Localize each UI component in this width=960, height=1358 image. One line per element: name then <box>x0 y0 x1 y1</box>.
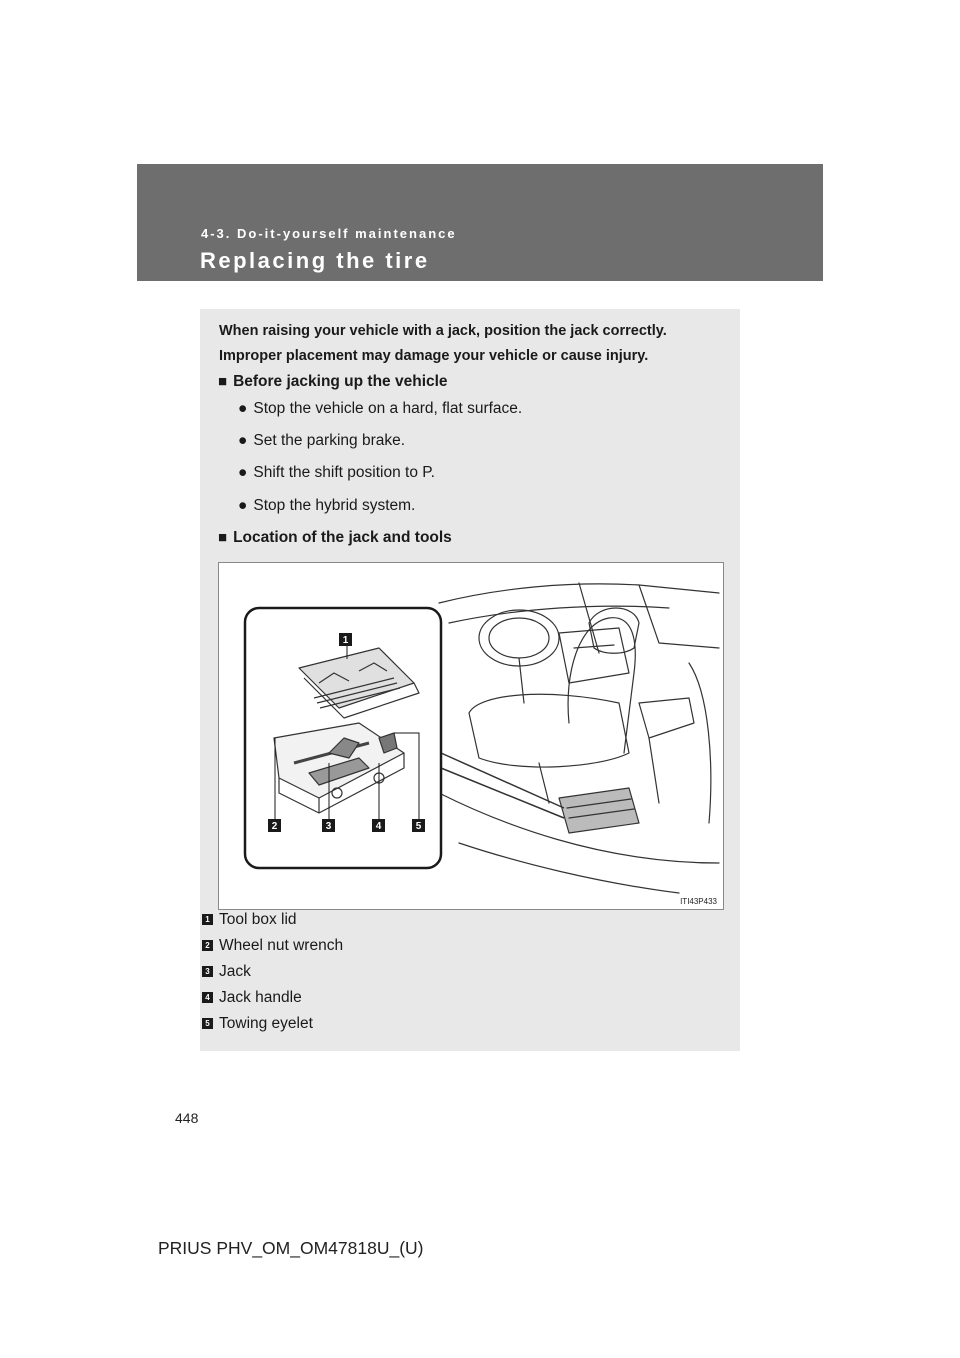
callout-1 <box>339 633 352 646</box>
legend-label: Tool box lid <box>219 911 297 928</box>
square-bullet-icon: ■ <box>218 529 228 546</box>
bullet-text: Set the parking brake. <box>253 432 406 449</box>
legend-item <box>202 962 251 982</box>
heading-text: Location of the jack and tools <box>233 529 452 546</box>
illustration-code: ITI43P433 <box>680 897 717 906</box>
callout-4 <box>372 819 385 832</box>
callout-3 <box>322 819 335 832</box>
legend-label: Wheel nut wrench <box>219 937 344 954</box>
legend-item <box>202 910 297 930</box>
bullet-text: Shift the shift position to P. <box>253 464 435 481</box>
legend-label: Jack <box>219 963 251 980</box>
content-box <box>200 309 740 1051</box>
callout-5 <box>412 819 425 832</box>
legend-number-badge: 3 <box>202 966 213 977</box>
page-title: Replacing the tire <box>200 248 430 273</box>
svg-text:5: 5 <box>415 821 422 832</box>
legend-item <box>202 936 343 956</box>
bullet-text: Stop the hybrid system. <box>253 497 416 514</box>
bullet-dot-icon: ● <box>238 464 248 481</box>
bullet-dot-icon: ● <box>238 400 248 417</box>
heading-location <box>218 529 452 547</box>
document-id: PRIUS PHV_OM_OM47818U_(U) <box>158 1238 424 1258</box>
svg-text:3: 3 <box>325 821 332 832</box>
legend-label: Towing eyelet <box>219 1015 313 1032</box>
legend-item <box>202 1014 313 1034</box>
page-number: 448 <box>175 1110 199 1126</box>
bullet-item <box>238 464 435 482</box>
callout-2 <box>268 819 281 832</box>
section-label: 4-3. Do-it-yourself maintenance <box>201 226 457 241</box>
bullet-text: Stop the vehicle on a hard, flat surface. <box>253 400 523 417</box>
legend-number-badge: 5 <box>202 1018 213 1029</box>
bullet-item <box>238 497 415 515</box>
chapter-header <box>137 164 823 281</box>
svg-text:1: 1 <box>342 635 349 646</box>
intro-text <box>219 319 729 369</box>
legend-item <box>202 988 302 1008</box>
heading-text: Before jacking up the vehicle <box>233 373 448 390</box>
svg-text:4: 4 <box>375 821 382 832</box>
legend-number-badge: 2 <box>202 940 213 951</box>
intro-line-1: When raising your vehicle with a jack, position the jack correctly. <box>219 323 667 339</box>
square-bullet-icon: ■ <box>218 373 228 390</box>
jack-location-illustration <box>218 562 724 910</box>
legend-number-badge: 4 <box>202 992 213 1003</box>
intro-line-2: Improper placement may damage your vehicle or cause injury. <box>219 348 649 364</box>
legend-label: Jack handle <box>219 989 302 1006</box>
bullet-item <box>238 432 405 450</box>
bullet-dot-icon: ● <box>238 497 248 514</box>
heading-before-jacking <box>218 373 448 391</box>
car-interior-drawing <box>219 563 723 909</box>
legend-number-badge: 1 <box>202 914 213 925</box>
bullet-dot-icon: ● <box>238 432 248 449</box>
svg-text:2: 2 <box>271 821 278 832</box>
bullet-item <box>238 400 522 418</box>
